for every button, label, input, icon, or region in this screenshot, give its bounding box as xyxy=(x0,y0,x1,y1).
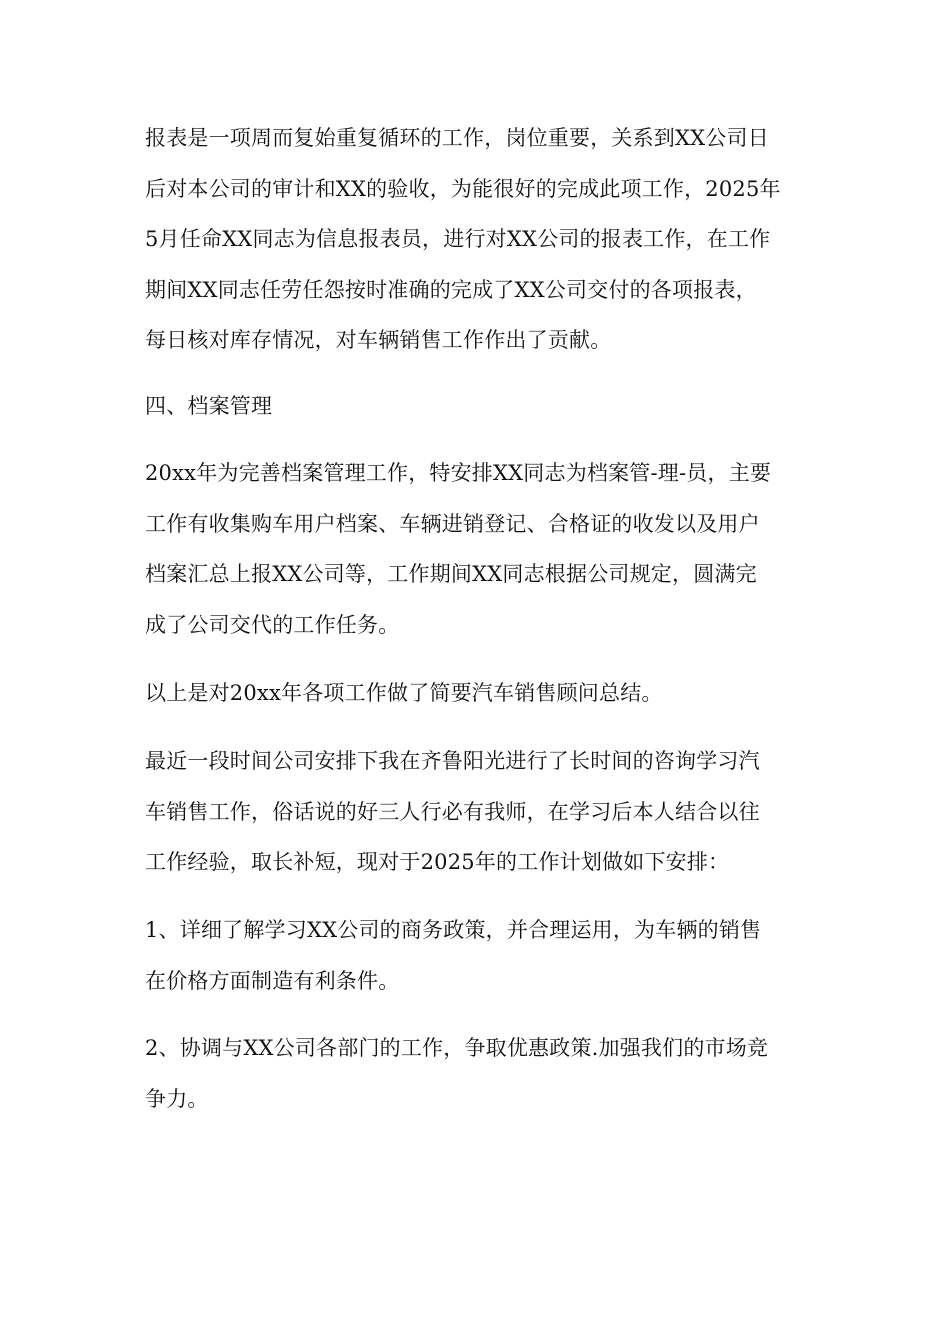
text-line: 工作有收集购车用户档案、车辆进销登记、合格证的收发以及用户 xyxy=(145,511,760,536)
list-item-plan-2 xyxy=(145,1023,810,1124)
paragraph-summary xyxy=(145,668,810,719)
heading-text: 四、档案管理 xyxy=(145,394,273,418)
text-line: 以上是对20xx年各项工作做了简要汽车销售顾问总结。 xyxy=(145,681,663,705)
text-line: 成了公司交代的工作任务。 xyxy=(145,612,400,637)
text-line: 工作经验，取长补短，现对于2025年的工作计划做如下安排： xyxy=(145,850,730,874)
paragraph-plan-intro xyxy=(145,736,810,888)
text-line: 5月任命XX同志为信息报表员，进行对XX公司的报表工作，在工作 xyxy=(145,227,771,251)
list-item-plan-1 xyxy=(145,905,810,1006)
text-line: 20xx年为完善档案管理工作，特安排XX同志为档案管-理-员，主要 xyxy=(145,461,772,485)
text-line: 档案汇总上报XX公司等，工作期间XX同志根据公司规定，圆满完 xyxy=(145,562,757,586)
paragraph-archive-work xyxy=(145,448,810,650)
text-line: 后对本公司的审计和XX的验收，为能很好的完成此项工作，2025年 xyxy=(145,176,781,201)
text-line: 2、协调与XX公司各部门的工作，争取优惠政策.加强我们的市场竞 xyxy=(145,1036,769,1060)
text-line: 最近一段时间公司安排下我在齐鲁阳光进行了长时间的咨询学习汽 xyxy=(145,749,760,773)
text-line: 报表是一项周而复始重复循环的工作，岗位重要，关系到XX公司日 xyxy=(145,126,769,150)
text-line: 每日核对库存情况，对车辆销售工作作出了贡献。 xyxy=(145,328,612,352)
section-heading-archive-management xyxy=(145,381,810,432)
text-line: 1、详细了解学习XX公司的商务政策，并合理运用，为车辆的销售 xyxy=(145,918,762,942)
text-line: 在价格方面制造有利条件。 xyxy=(145,968,400,993)
text-line: 期间XX同志任劳任怨按时准确的完成了XX公司交付的各项报表， xyxy=(145,277,757,302)
text-line: 车销售工作，俗话说的好三人行必有我师，在学习后本人结合以往 xyxy=(145,799,760,824)
paragraph-report-work xyxy=(145,113,810,366)
text-line: 争力。 xyxy=(145,1086,209,1111)
